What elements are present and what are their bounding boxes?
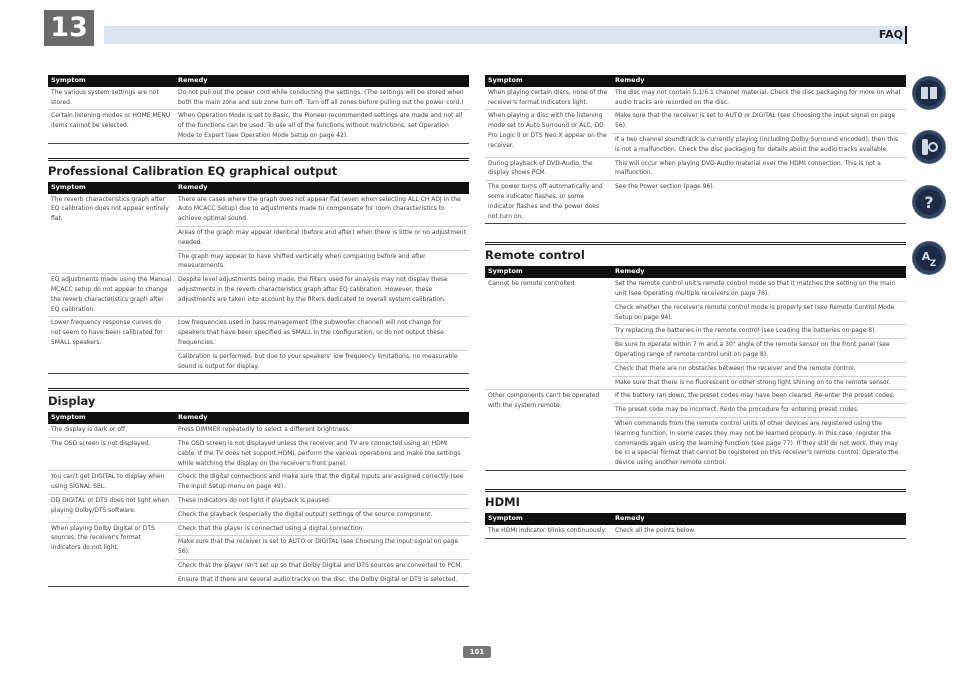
table-row	[48, 437, 469, 470]
symptom-cell: EQ adjustments made using the Manual MCACC setup do not appear to change the reverb characteristics graph after EQ calibration.	[48, 274, 175, 317]
symptom-cell: When playing Dolby Digital or DTS sources, the receiver's format indicators do not light.	[48, 522, 175, 587]
remedy-cell: Press DIMMER repeatedly to select a different brightness.	[175, 424, 469, 437]
remote-section-title: Remote control	[485, 242, 906, 262]
remedy-header: Remedy	[612, 513, 906, 525]
symptom-header: Symptom	[485, 75, 612, 87]
remedy-cell: Try replacing the batteries in the remote control (see Loading the batteries on page 8).	[612, 325, 906, 339]
symptom-cell: The OSD screen is not displayed.	[48, 437, 175, 470]
remedy-cell: Check that the player isn't set up so that Dolby Digital and DTS sources are converted to PCM.	[175, 559, 469, 573]
symptom-cell: Cannot be remote controlled.	[485, 278, 612, 390]
remedy-cell: When Operation Mode is set to Basic, the Pioneer-recommended settings are made and not all of the functions can be used. To use all of the functions without restrictions, set Operation Mode to Expert (see Operation Mode Setup on page 42).	[175, 110, 469, 143]
header-divider	[905, 26, 907, 44]
symptom-cell: The power turns off automatically and some indicator flashes, or some indicator flashes and the power does not turn on.	[485, 181, 612, 224]
remedy-cell: Check the digital connections and make sure that the digital inputs are assigned correctly (see The Input Setup menu on page 49).	[175, 471, 469, 495]
symptom-cell: During playback of DVD-Audio, the display shows PCM.	[485, 157, 612, 181]
table-row	[48, 87, 469, 110]
symptom-cell: You can't get DIGITAL to display when using SIGNAL SEL.	[48, 471, 175, 495]
table-row	[485, 278, 906, 301]
remedy-cell: Ensure that if there are several audio tracks on the disc, the Dolby Digital or DTS is selected.	[175, 573, 469, 587]
display-table	[48, 412, 469, 587]
remedy-header: Remedy	[612, 266, 906, 278]
symptom-header: Symptom	[48, 412, 175, 424]
table-row	[485, 181, 906, 224]
format-table	[485, 75, 906, 224]
remedy-cell: See the Power section (page 96).	[612, 181, 906, 224]
remote-table	[485, 266, 906, 471]
remedy-header: Remedy	[175, 182, 469, 194]
table-row	[485, 390, 906, 404]
remedy-cell: Check the playback (especially the digital output) settings of the source component.	[175, 508, 469, 522]
table-row	[48, 471, 469, 495]
table-row	[48, 317, 469, 350]
symptom-cell: When playing a disc with the listening mode set to Auto Surround or ALC, DD Pro Logic II or DTS Neo:X appear on the receiver.	[485, 110, 612, 157]
symptom-cell: Certain listening modes or HOME MENU items cannot be selected.	[48, 110, 175, 143]
chapter-number-box: 13	[44, 10, 94, 46]
page-number: 101	[463, 646, 491, 658]
symptom-header: Symptom	[48, 75, 175, 87]
remedy-cell: If the battery ran down, the preset codes may have been cleared. Re-enter the preset codes.	[612, 390, 906, 404]
symptom-header: Symptom	[48, 182, 175, 194]
svg-text:?: ?	[924, 193, 934, 212]
remedy-cell: Set the remote control unit's remote control mode so that it matches the setting on the main unit (see Operating multiple receivers on page 76).	[612, 278, 906, 301]
hdmi-table	[485, 513, 906, 539]
general-table	[48, 75, 469, 144]
right-column	[485, 75, 906, 539]
remedy-cell: The OSD screen is not displayed unless the receiver and TV are connected using an HDMI cable. If the TV does not support HDMI, perform the various operations and make the settings while watching the display on the receiver's front panel.	[175, 437, 469, 470]
symptom-cell: Lower frequency response curves do not seem to have been calibrated for SMALL speakers.	[48, 317, 175, 374]
remedy-cell: Low frequencies used in bass management (the subwoofer channel) will not change for speakers that have been specified as SMALL in the configuration, or do not output these frequencies.	[175, 317, 469, 350]
display-section-title: Display	[48, 388, 469, 408]
index-az-icon[interactable]	[912, 241, 946, 275]
table-row	[485, 110, 906, 134]
remedy-cell: Check all the points below.	[612, 525, 906, 538]
remedy-cell: There are cases where the graph does not appear flat (even when selecting ALL CH ADJ in the Auto MCACC Setup) due to adjustments made to compensate for room characteristics to achieve optimal sound.	[175, 194, 469, 227]
symptom-cell: The various system settings are not stored.	[48, 87, 175, 110]
symptom-cell: Other components can't be operated with the system remote.	[485, 390, 612, 471]
svg-text:A: A	[921, 250, 931, 263]
remedy-cell: Check whether the receiver's remote control mode is properly set (see Remote Control Mode Setup on page 94).	[612, 301, 906, 325]
table-row	[48, 424, 469, 437]
remedy-cell: The graph may appear to have shifted vertically when comparing before and after measurements.	[175, 250, 469, 274]
remedy-cell: Make sure that there is no fluorescent or other strong light shining on to the remote sensor.	[612, 376, 906, 390]
svg-text:Z: Z	[929, 259, 937, 268]
header-bar	[104, 26, 906, 44]
remote-settings-icon[interactable]	[912, 130, 946, 164]
eq-section-title: Professional Calibration EQ graphical output	[48, 158, 469, 178]
symptom-cell: The display is dark or off.	[48, 424, 175, 437]
symptom-header: Symptom	[485, 513, 612, 525]
remedy-cell: These indicators do not light if playback is paused.	[175, 494, 469, 508]
table-row	[485, 157, 906, 181]
remedy-cell: This will occur when playing DVD-Audio material over the HDMI connection. This is not a malfunction.	[612, 157, 906, 181]
hdmi-section-title: HDMI	[485, 489, 906, 509]
remedy-header: Remedy	[175, 412, 469, 424]
remedy-cell: Calibration is performed, but due to your speakers' low frequency limitations, no measurable sound is output for display.	[175, 350, 469, 374]
remedy-cell: Check that there are no obstacles between the receiver and the remote control.	[612, 362, 906, 376]
left-column	[48, 75, 469, 587]
remedy-cell: When commands from the remote control units of other devices are registered using the learning function, in some cases they may not be learned properly. In this case, register the commands again using the learning function (see page 77). If they still do not work, they may be in a special format that cannot be registered on this receiver's remote control. Operate the device using another remote control.	[612, 417, 906, 470]
symptom-cell: DD DIGITAL or DTS does not light when playing Dolby/DTS software.	[48, 494, 175, 522]
help-question-icon[interactable]	[912, 185, 946, 219]
header-title: FAQ	[878, 28, 903, 41]
table-row	[48, 522, 469, 536]
table-row	[48, 494, 469, 508]
table-row	[485, 525, 906, 538]
remedy-header: Remedy	[175, 75, 469, 87]
table-row	[48, 274, 469, 317]
eq-table	[48, 182, 469, 375]
remedy-cell: If a two channel soundtrack is currently playing (including Dolby Surround encoded), then this is not a malfunction. Check the disc packaging for details about the audio tracks available.	[612, 133, 906, 157]
remedy-header: Remedy	[612, 75, 906, 87]
remedy-cell: Do not pull out the power cord while conducting the settings. (The settings will be stored when both the main zone and sub zone turn off. Turn off all zones before pulling out the power cord.)	[175, 87, 469, 110]
symptom-cell: When playing certain discs, none of the receiver's format indicators light.	[485, 87, 612, 110]
remedy-cell: The preset code may be incorrect. Redo the procedure for entering preset codes.	[612, 404, 906, 418]
symptom-cell: The HDMI indicator blinks continuously.	[485, 525, 612, 538]
symptom-cell: The reverb characteristics graph after EQ calibration does not appear entirely flat.	[48, 194, 175, 274]
remedy-cell: Check that the player is connected using a digital connection.	[175, 522, 469, 536]
manual-book-icon[interactable]	[912, 76, 946, 110]
remedy-cell: Despite level adjustments being made, the filters used for analysis may not display these adjustments in the reverb characteristics graph after EQ calibration. However, these adjustments are taken into account by the filters dedicated to overall system calibration.	[175, 274, 469, 317]
symptom-header: Symptom	[485, 266, 612, 278]
table-row	[48, 110, 469, 143]
remedy-cell: The disc may not contain 5.1/6.1 channel material. Check the disc packaging for more on what audio tracks are recorded on the disc.	[612, 87, 906, 110]
table-row	[485, 87, 906, 110]
remedy-cell: Areas of the graph may appear identical (before and after) when there is little or no adjustment needed.	[175, 226, 469, 250]
table-row	[48, 194, 469, 227]
remedy-cell: Make sure that the receiver is set to AUTO or DIGITAL (see Choosing the input signal on page 56).	[612, 110, 906, 134]
remedy-cell: Be sure to operate within 7 m and a 30° angle of the remote sensor on the front panel (see Operating range of remote control unit on page 8).	[612, 339, 906, 363]
remedy-cell: Make sure that the receiver is set to AUTO or DIGITAL (see Choosing the input signal on page 56).	[175, 536, 469, 560]
